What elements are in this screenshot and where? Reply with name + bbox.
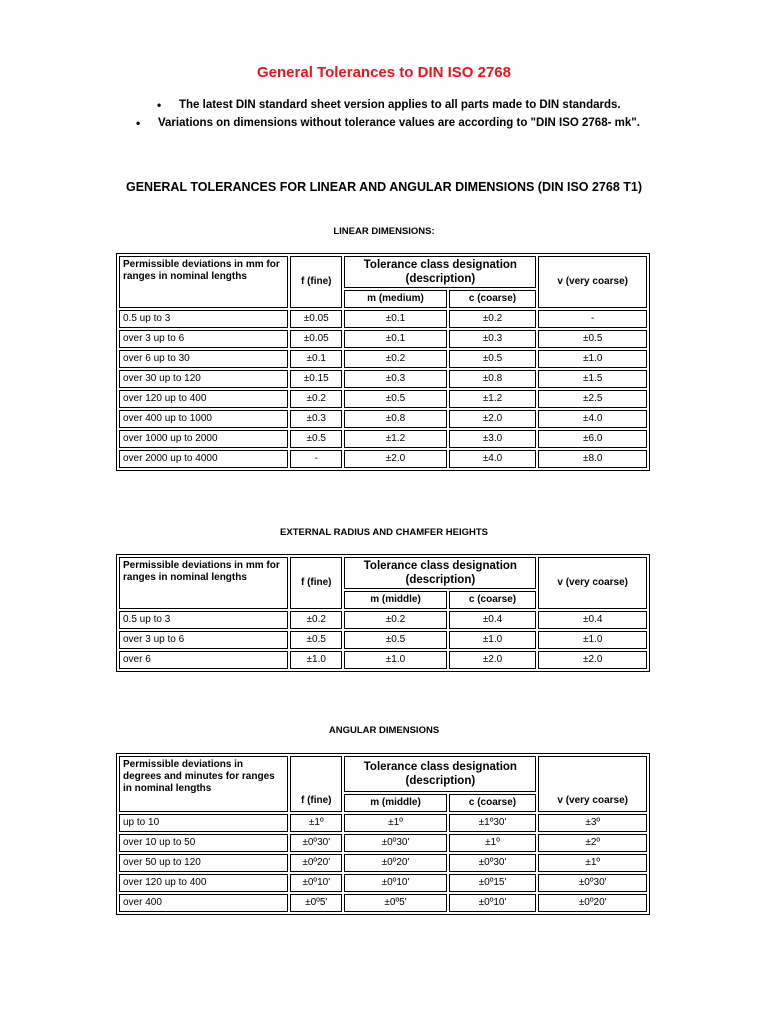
header-v: v (very coarse) (538, 557, 647, 609)
value-cell: ±1.2 (449, 390, 537, 408)
value-cell: ±1.5 (538, 370, 647, 388)
table-row (119, 370, 647, 388)
value-cell: ±1.2 (344, 430, 446, 448)
table-row (119, 390, 647, 408)
page-title: General Tolerances to DIN ISO 2768 (257, 64, 511, 81)
table-row (119, 854, 647, 872)
table-row (119, 430, 647, 448)
value-cell: ±0º20' (344, 854, 446, 872)
header-m: m (middle) (344, 591, 446, 609)
header-f: f (fine) (290, 557, 342, 609)
value-cell: ±0.2 (344, 350, 446, 368)
value-cell: ±0.8 (344, 410, 446, 428)
range-cell: over 10 up to 50 (119, 834, 288, 852)
range-cell: over 50 up to 120 (119, 854, 288, 872)
value-cell: ±1º (344, 814, 446, 832)
range-cell: over 2000 up to 4000 (119, 450, 288, 468)
range-cell: over 1000 up to 2000 (119, 430, 288, 448)
value-cell: ±2.0 (449, 410, 537, 428)
value-cell: ±0º5' (344, 894, 446, 912)
value-cell: ±0º30' (344, 834, 446, 852)
value-cell: ±0.5 (290, 631, 342, 649)
header-c: c (coarse) (449, 591, 537, 609)
value-cell: ±0.4 (538, 611, 647, 629)
value-cell: ±0.5 (449, 350, 537, 368)
value-cell: ±3.0 (449, 430, 537, 448)
value-cell: ±2º (538, 834, 647, 852)
value-cell: ±0.5 (344, 390, 446, 408)
value-cell: ±0.3 (344, 370, 446, 388)
bullet-text: The latest DIN standard sheet version applies to all parts made to DIN standards. (179, 99, 621, 111)
table-row (119, 350, 647, 368)
value-cell: ±0º15' (449, 874, 537, 892)
table-row (119, 410, 647, 428)
table-row (119, 611, 647, 629)
range-cell: over 120 up to 400 (119, 874, 288, 892)
value-cell: ±0º10' (344, 874, 446, 892)
table-row (119, 631, 647, 649)
value-cell: ±8.0 (538, 450, 647, 468)
value-cell: ±0.2 (290, 611, 342, 629)
value-cell: ±4.0 (538, 410, 647, 428)
value-cell: ±1.0 (538, 631, 647, 649)
value-cell: ±1º (290, 814, 342, 832)
range-cell: 0.5 up to 3 (119, 310, 288, 328)
header-c: c (coarse) (449, 794, 537, 812)
value-cell: ±0.3 (290, 410, 342, 428)
value-cell: ±0.8 (449, 370, 537, 388)
header-v: v (very coarse) (538, 256, 647, 308)
table-row (119, 330, 647, 348)
header-class: Tolerance class designation (description) (344, 256, 536, 288)
range-cell: up to 10 (119, 814, 288, 832)
header-f: f (fine) (290, 756, 342, 812)
value-cell: - (290, 450, 342, 468)
header-class: Tolerance class designation (description) (344, 756, 536, 792)
angular-dimensions-table (116, 753, 650, 915)
header-f: f (fine) (290, 256, 342, 308)
table-row (119, 450, 647, 468)
bullet-item (136, 116, 640, 130)
value-cell: ±1.0 (290, 651, 342, 669)
linear-dimensions-table (116, 253, 650, 471)
value-cell: ±0º30' (538, 874, 647, 892)
bullet-dot-icon: • (157, 98, 162, 112)
table-row (119, 651, 647, 669)
table-row (119, 814, 647, 832)
value-cell: ±0º30' (449, 854, 537, 872)
header-desc: Permissible deviations in mm for ranges in nominal lengths (119, 256, 288, 308)
value-cell: ±0.5 (538, 330, 647, 348)
value-cell: ±0.4 (449, 611, 537, 629)
header-c: c (coarse) (449, 290, 537, 308)
value-cell: ±1.0 (538, 350, 647, 368)
range-cell: over 3 up to 6 (119, 631, 288, 649)
value-cell: ±0.2 (344, 611, 446, 629)
header-desc: Permissible deviations in mm for ranges in nominal lengths (119, 557, 288, 609)
table-heading-radius: EXTERNAL RADIUS AND CHAMFER HEIGHTS (280, 527, 488, 538)
range-cell: over 6 (119, 651, 288, 669)
value-cell: ±2.5 (538, 390, 647, 408)
value-cell: ±0.05 (290, 310, 342, 328)
range-cell: 0.5 up to 3 (119, 611, 288, 629)
table-heading-linear: LINEAR DIMENSIONS: (333, 226, 435, 237)
bullet-item (157, 98, 621, 112)
header-m: m (medium) (344, 290, 446, 308)
header-m: m (middle) (344, 794, 446, 812)
value-cell: ±0º20' (538, 894, 647, 912)
header-desc: Permissible deviations in degrees and minutes for ranges in nominal lengths (119, 756, 288, 812)
value-cell: ±0.5 (290, 430, 342, 448)
value-cell: ±1º (538, 854, 647, 872)
header-v: v (very coarse) (538, 756, 647, 812)
range-cell: over 30 up to 120 (119, 370, 288, 388)
value-cell: ±0º20' (290, 854, 342, 872)
radius-chamfer-table (116, 554, 650, 672)
value-cell: ±2.0 (538, 651, 647, 669)
value-cell: ±6.0 (538, 430, 647, 448)
bullet-text: Variations on dimensions without tolerance values are according to "DIN ISO 2768- mk". (158, 117, 640, 129)
value-cell: ±0.05 (290, 330, 342, 348)
value-cell: ±1º30' (449, 814, 537, 832)
table-row (119, 894, 647, 912)
value-cell: ±0.1 (344, 310, 446, 328)
value-cell: ±0.1 (344, 330, 446, 348)
header-class: Tolerance class designation (description) (344, 557, 536, 589)
value-cell: ±1.0 (449, 631, 537, 649)
table-row (119, 874, 647, 892)
value-cell: ±2.0 (344, 450, 446, 468)
range-cell: over 6 up to 30 (119, 350, 288, 368)
value-cell: ±0º30' (290, 834, 342, 852)
value-cell: ±1.0 (344, 651, 446, 669)
value-cell: ±4.0 (449, 450, 537, 468)
value-cell: ±1º (449, 834, 537, 852)
value-cell: ±0.15 (290, 370, 342, 388)
value-cell: - (538, 310, 647, 328)
bullet-dot-icon: • (136, 116, 141, 130)
value-cell: ±0.3 (449, 330, 537, 348)
table-row (119, 834, 647, 852)
value-cell: ±0.1 (290, 350, 342, 368)
range-cell: over 3 up to 6 (119, 330, 288, 348)
value-cell: ±0º5' (290, 894, 342, 912)
range-cell: over 120 up to 400 (119, 390, 288, 408)
range-cell: over 400 up to 1000 (119, 410, 288, 428)
section-heading: GENERAL TOLERANCES FOR LINEAR AND ANGULAR DIMENSIONS (DIN ISO 2768 T1) (125, 180, 643, 194)
range-cell: over 400 (119, 894, 288, 912)
value-cell: ±2.0 (449, 651, 537, 669)
value-cell: ±3º (538, 814, 647, 832)
table-heading-angular: ANGULAR DIMENSIONS (328, 725, 440, 736)
value-cell: ±0º10' (290, 874, 342, 892)
value-cell: ±0º10' (449, 894, 537, 912)
value-cell: ±0.2 (449, 310, 537, 328)
value-cell: ±0.2 (290, 390, 342, 408)
value-cell: ±0.5 (344, 631, 446, 649)
table-row (119, 310, 647, 328)
